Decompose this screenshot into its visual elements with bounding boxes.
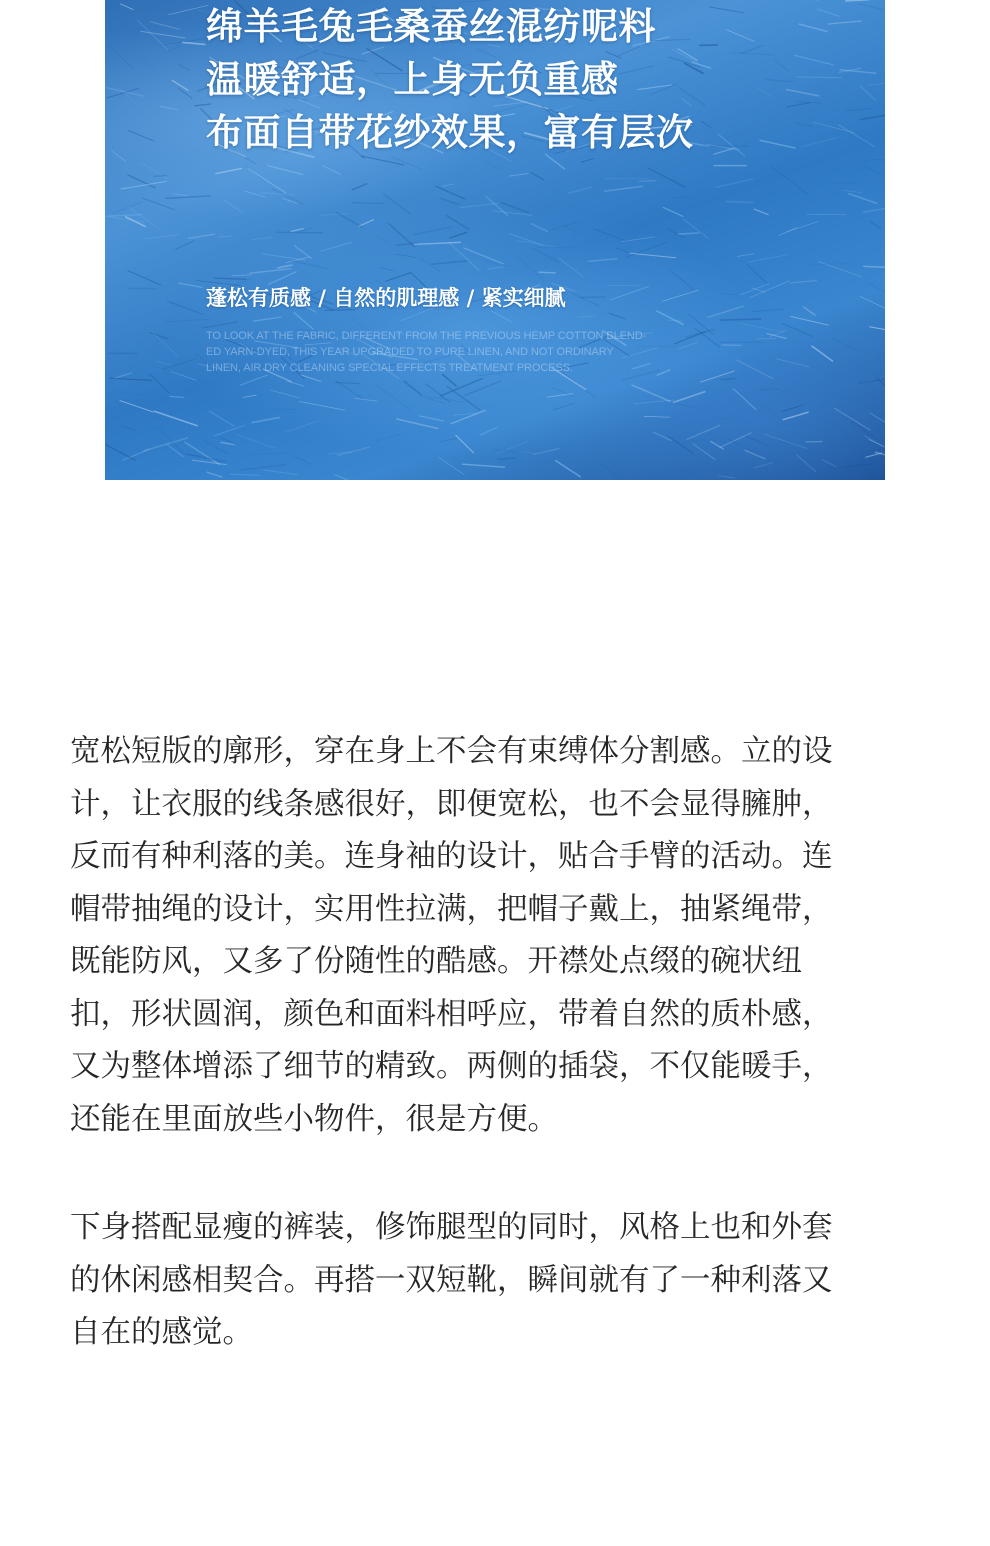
fabric-fiber	[558, 258, 582, 277]
fabric-fiber	[440, 438, 457, 442]
fabric-fiber	[783, 424, 819, 428]
fabric-fiber	[754, 209, 768, 214]
fabric-fiber	[632, 385, 670, 401]
fabric-fiber	[420, 416, 444, 421]
fabric-fiber	[144, 6, 171, 10]
fabric-fiber	[488, 267, 504, 269]
fabric-fiber	[241, 465, 286, 470]
fabric-fiber	[169, 5, 209, 14]
fabric-fiber	[775, 60, 789, 71]
fabric-fiber	[733, 389, 756, 410]
fabric-fiber	[486, 163, 500, 169]
fabric-fiber	[109, 46, 134, 69]
fabric-fiber	[492, 311, 512, 322]
fabric-fiber	[719, 476, 735, 478]
fabric-fiber	[533, 449, 559, 455]
fabric-fiber	[107, 88, 139, 98]
fabric-fiber	[294, 313, 313, 329]
fabric-fiber	[876, 8, 885, 26]
hero-english-line-1: TO LOOK AT THE FABRIC, DIFFERENT FROM THE PREVIOUS HEMP COTTON BLEND-	[206, 330, 647, 342]
hero-heading-line-1: 绵羊毛兔毛桑蚕丝混纺呢料	[206, 5, 656, 48]
fabric-fiber	[731, 53, 774, 56]
fabric-fiber	[804, 307, 815, 315]
fabric-fiber	[679, 233, 699, 234]
fabric-fiber	[816, 0, 847, 1]
fabric-fiber	[163, 359, 196, 369]
fabric-fiber	[245, 191, 265, 197]
fabric-fiber	[166, 196, 211, 199]
fabric-fiber	[846, 0, 869, 1]
fabric-fiber	[858, 4, 884, 10]
fabric-fiber	[720, 319, 760, 320]
fabric-fiber	[727, 30, 755, 42]
fabric-fiber	[860, 114, 885, 120]
fabric-fiber	[209, 411, 234, 426]
fabric-fiber	[604, 186, 642, 191]
fabric-fiber	[693, 444, 715, 460]
fabric-fiber	[708, 306, 743, 317]
fabric-fiber	[380, 267, 394, 271]
hero-english-line-2: ED YARN-DYED, THIS YEAR UPGRADED TO PURE LINEN, AND NOT ORDINARY	[206, 346, 614, 358]
fabric-fiber	[672, 197, 692, 198]
paragraph-1-line-4: 帽带抽绳的设计，实用性拉满，把帽子戴上，抽紧绳带，	[70, 891, 833, 927]
fabric-fiber	[721, 378, 735, 379]
fabric-fiber	[648, 168, 685, 187]
fabric-fiber	[178, 88, 192, 98]
fabric-fiber	[105, 444, 135, 460]
fabric-fiber	[716, 179, 753, 187]
fabric-fiber	[179, 283, 202, 287]
fabric-fiber	[795, 55, 834, 65]
fabric-fiber	[404, 381, 421, 394]
fabric-fiber	[791, 465, 808, 469]
fabric-fiber	[745, 450, 765, 458]
fabric-fiber	[747, 265, 767, 283]
fabric-fiber	[539, 272, 555, 273]
fabric-fiber	[802, 137, 838, 146]
fabric-fiber	[442, 184, 454, 186]
fabric-fiber	[742, 46, 763, 54]
fabric-fiber	[320, 214, 349, 216]
fabric-fiber	[172, 194, 188, 196]
fabric-fiber	[822, 460, 836, 467]
fabric-fiber	[870, 222, 880, 229]
fabric-fiber	[168, 301, 204, 314]
fabric-fiber	[533, 249, 560, 263]
hero-heading-line-2: 温暖舒适，上身无负重感	[206, 58, 619, 101]
fabric-fiber	[486, 197, 507, 215]
fabric-fiber	[787, 90, 819, 96]
fabric-fiber	[207, 472, 222, 477]
fabric-fiber	[374, 234, 392, 245]
fabric-fiber	[278, 265, 292, 268]
paragraph-1-line-1: 宽松短版的廓形，穿在身上不会有束缚体分割感。立的设	[70, 734, 833, 769]
fabric-fiber	[783, 405, 804, 412]
fabric-fiber	[851, 421, 876, 439]
fabric-fiber	[376, 435, 400, 441]
fabric-fiber	[531, 173, 544, 180]
fabric-fiber	[420, 258, 441, 271]
fabric-fiber	[726, 202, 753, 203]
fabric-fiber	[856, 104, 885, 108]
fabric-fiber	[588, 259, 616, 262]
fabric-fiber	[414, 227, 452, 234]
fabric-fiber	[436, 187, 464, 199]
fabric-fiber	[164, 319, 210, 322]
fabric-fiber	[353, 203, 383, 204]
fabric-fiber	[551, 222, 580, 231]
fabric-fiber	[644, 416, 670, 417]
paragraph-1-line-6: 扣，形状圆润，颜色和面料相呼应，带着自然的质朴感，	[70, 996, 833, 1032]
fabric-fiber	[300, 401, 345, 410]
fabric-fiber	[634, 400, 674, 404]
fabric-fiber	[572, 293, 599, 306]
fabric-fiber	[293, 455, 311, 464]
fabric-fiber	[248, 169, 285, 193]
fabric-fiber	[711, 441, 724, 449]
fabric-fiber	[397, 419, 438, 429]
hero-english-caption	[206, 328, 746, 376]
fabric-fiber	[569, 187, 591, 193]
fabric-fiber	[438, 457, 464, 475]
fabric-fiber	[870, 327, 885, 334]
fabric-fiber	[440, 379, 482, 396]
fabric-fiber	[252, 418, 279, 423]
fabric-fiber	[791, 281, 817, 283]
fabric-fiber	[323, 166, 341, 175]
fabric-fiber	[755, 463, 772, 468]
fabric-fiber	[602, 464, 629, 480]
fabric-fiber	[675, 403, 694, 408]
fabric-fiber	[232, 275, 252, 276]
fabric-fiber	[669, 270, 692, 289]
fabric-fiber	[154, 175, 167, 176]
fabric-fiber	[144, 438, 187, 451]
fabric-fiber	[112, 202, 141, 214]
fabric-fiber	[728, 439, 760, 456]
fabric-fiber	[214, 278, 246, 279]
fabric-fiber	[481, 427, 497, 435]
fabric-fiber	[355, 398, 378, 401]
fabric-fiber	[796, 123, 813, 126]
fabric-fiber	[247, 453, 289, 456]
fabric-fiber	[860, 296, 885, 308]
fabric-fiber	[872, 447, 885, 450]
fabric-fiber	[812, 346, 833, 361]
fabric-fiber	[842, 464, 873, 468]
fabric-fiber	[531, 224, 547, 232]
fabric-fiber	[359, 220, 374, 227]
fabric-fiber	[171, 372, 196, 381]
fabric-fiber	[105, 215, 142, 217]
fabric-fiber	[553, 403, 574, 410]
fabric-fiber	[128, 271, 161, 285]
fabric-fiber	[154, 411, 197, 426]
fabric-fiber	[338, 447, 369, 455]
fabric-fiber	[796, 77, 841, 78]
fabric-fiber	[441, 198, 459, 204]
fabric-fiber	[420, 395, 445, 403]
fabric-fiber	[118, 18, 150, 44]
fabric-fiber	[273, 189, 305, 205]
paragraph-2-line-3: 自在的感觉。	[70, 1315, 253, 1350]
fabric-fiber	[608, 285, 640, 286]
fabric-fiber	[746, 437, 768, 446]
fabric-fiber	[611, 286, 649, 299]
fabric-fiber	[395, 254, 416, 257]
paragraph-1-line-3: 反而有种利落的美。连身袖的设计，贴合手臂的活动。连	[70, 839, 833, 874]
fabric-fiber	[509, 174, 528, 177]
fabric-fiber	[141, 162, 168, 180]
fabric-fiber	[386, 273, 412, 282]
fabric-fiber	[776, 359, 809, 367]
fabric-fiber	[866, 282, 885, 294]
fabric-fiber	[253, 317, 281, 321]
fabric-fiber	[128, 288, 155, 289]
fabric-fiber	[293, 261, 327, 269]
hero-english-line-3: LINEN, AIR DRY CLEANING SPECIAL EFFECTS TREATMENT PROCESS.	[206, 362, 573, 374]
fabric-fiber	[161, 107, 178, 110]
fabric-fiber	[451, 410, 485, 423]
fabric-fiber	[498, 458, 515, 459]
fabric-fiber	[870, 413, 885, 426]
fabric-fiber	[456, 435, 474, 452]
fabric-fiber	[509, 234, 543, 246]
fabric-fiber	[287, 421, 319, 432]
fabric-fiber	[683, 219, 707, 238]
fabric-fiber	[834, 408, 870, 430]
fabric-fiber	[718, 134, 745, 156]
fabric-fiber	[268, 166, 303, 175]
fabric-fiber	[701, 121, 711, 128]
paragraph-1-line-2: 计，让衣服的线条感很好，即便宽松，也不会显得臃肿，	[70, 786, 833, 822]
fabric-fiber	[737, 254, 754, 257]
fabric-hero-image	[105, 0, 885, 480]
fabric-fiber	[120, 401, 153, 413]
fabric-fiber	[157, 427, 183, 453]
hero-heading-line-3: 布面自带花纱效果，富有层次	[206, 111, 694, 154]
description-paragraph-2	[70, 1202, 920, 1360]
paragraph-2-line-2: 的休闲感相契合。再搭一双短靴，瞬间就有了一种利落又	[70, 1262, 833, 1298]
fabric-fiber	[842, 190, 862, 192]
fabric-fiber	[415, 242, 461, 244]
paragraph-1-line-7: 又为整体增添了细节的精致。两侧的插袋，不仅能暖手，	[70, 1049, 833, 1084]
fabric-fiber	[764, 434, 807, 448]
fabric-fiber	[714, 148, 734, 154]
fabric-fiber	[722, 294, 737, 295]
paragraph-2-line-1: 下身搭配显瘦的裤装，修饰腿型的同时，风格上也和外套	[70, 1210, 833, 1245]
fabric-fiber	[753, 464, 780, 480]
fabric-fiber	[144, 235, 179, 239]
fabric-fiber	[799, 24, 827, 31]
fabric-fiber	[783, 412, 808, 419]
fabric-fiber	[231, 474, 260, 475]
fabric-fiber	[874, 160, 885, 161]
fabric-fiber	[594, 229, 627, 241]
fabric-fiber	[460, 203, 498, 207]
fabric-fiber	[772, 167, 807, 194]
fabric-fiber	[849, 194, 877, 204]
fabric-fiber	[709, 7, 743, 13]
fabric-fiber	[740, 284, 768, 295]
fabric-fiber	[253, 237, 273, 239]
fabric-fiber	[761, 389, 779, 390]
fabric-fiber	[264, 470, 298, 475]
fabric-fiber	[791, 317, 828, 326]
fabric-fiber	[868, 81, 885, 86]
fabric-fiber	[189, 234, 215, 238]
fabric-fiber	[779, 228, 797, 236]
fabric-fiber	[833, 339, 857, 351]
fabric-fiber	[114, 373, 132, 379]
fabric-fiber	[277, 232, 323, 233]
fabric-fiber	[123, 47, 153, 70]
fabric-fiber	[238, 435, 274, 448]
fabric-fiber	[152, 332, 178, 356]
fabric-fiber	[112, 151, 126, 161]
fabric-fiber	[814, 122, 855, 133]
fabric-fiber	[123, 399, 143, 410]
fabric-fiber	[443, 375, 456, 386]
fabric-fiber	[663, 208, 682, 217]
fabric-fiber	[270, 390, 299, 398]
fabric-fiber	[756, 87, 772, 96]
fabric-fiber	[864, 208, 885, 212]
fabric-fiber	[261, 193, 293, 195]
fabric-fiber	[860, 86, 876, 101]
fabric-fiber	[519, 258, 544, 281]
hero-heading	[206, 0, 694, 159]
fabric-fiber	[463, 464, 505, 467]
fabric-fiber	[687, 425, 720, 439]
fabric-fiber	[389, 224, 415, 247]
fabric-fiber	[861, 165, 882, 175]
fabric-fiber	[352, 184, 367, 190]
fabric-fiber	[828, 21, 861, 24]
fabric-fiber	[727, 131, 742, 138]
fabric-fiber	[269, 272, 297, 284]
fabric-fiber	[295, 246, 312, 258]
fabric-fiber	[807, 214, 847, 215]
fabric-fiber	[432, 261, 467, 264]
fabric-fiber	[250, 269, 291, 274]
fabric-fiber	[149, 374, 169, 393]
fabric-fiber	[337, 212, 363, 227]
fabric-fiber	[679, 469, 696, 475]
fabric-fiber	[219, 236, 233, 237]
fabric-fiber	[630, 253, 676, 258]
fabric-fiber	[838, 125, 874, 147]
paragraph-1-line-8: 还能在里面放些小物件，很是方便。	[70, 1101, 558, 1137]
fabric-fiber	[243, 395, 256, 397]
description-paragraph-1	[70, 726, 920, 1146]
fabric-fiber	[759, 403, 782, 420]
fabric-fiber	[110, 378, 151, 380]
fabric-fiber	[845, 109, 871, 111]
fabric-fiber	[429, 397, 464, 403]
fabric-fiber	[782, 323, 813, 336]
fabric-fiber	[224, 200, 243, 213]
fabric-fiber	[170, 396, 184, 397]
fabric-fiber	[141, 31, 185, 38]
hero-tagline: 蓬松有质感 / 自然的肌理感 / 紧实细腻	[206, 285, 566, 310]
fabric-fiber	[657, 311, 683, 324]
fabric-fiber	[547, 394, 573, 398]
fabric-fiber	[450, 232, 467, 238]
fabric-fiber	[142, 198, 175, 210]
fabric-fiber	[128, 130, 153, 140]
fabric-fiber	[383, 194, 411, 214]
fabric-fiber	[760, 140, 795, 148]
fabric-fiber	[183, 42, 205, 44]
fabric-fiber	[178, 64, 189, 70]
fabric-fiber	[663, 290, 699, 301]
fabric-fiber	[501, 203, 528, 213]
fabric-fiber	[335, 475, 368, 480]
fabric-fiber	[216, 169, 242, 174]
fabric-fiber	[176, 241, 194, 249]
fabric-fiber	[700, 45, 717, 46]
fabric-fiber	[151, 22, 180, 29]
fabric-fiber	[864, 266, 885, 267]
fabric-fiber	[214, 426, 244, 436]
fabric-fiber	[241, 375, 268, 385]
fabric-fiber	[787, 103, 811, 108]
fabric-fiber	[556, 461, 581, 477]
fabric-fiber	[752, 309, 783, 312]
fabric-fiber	[449, 242, 479, 270]
fabric-fiber	[517, 241, 555, 247]
fabric-fiber	[720, 433, 751, 448]
fabric-fiber	[609, 313, 625, 319]
fabric-fiber	[659, 455, 699, 456]
fabric-fiber	[748, 255, 788, 262]
fabric-fiber	[121, 4, 133, 10]
fabric-fiber	[321, 242, 352, 251]
fabric-fiber	[483, 261, 517, 268]
fabric-fiber	[674, 392, 705, 403]
fabric-fiber	[156, 361, 171, 365]
fabric-fiber	[114, 391, 147, 395]
paragraph-1-line-5: 既能防风，又多了份随性的酷感。开襟处点缀的碗状纽	[70, 944, 802, 979]
fabric-fiber	[818, 9, 840, 16]
fabric-fiber	[262, 254, 305, 260]
fabric-fiber	[740, 323, 785, 332]
fabric-fiber	[376, 385, 412, 411]
fabric-fiber	[203, 440, 229, 454]
fabric-fiber	[766, 80, 793, 82]
fabric-fiber	[447, 386, 479, 409]
fabric-fiber	[122, 425, 135, 430]
